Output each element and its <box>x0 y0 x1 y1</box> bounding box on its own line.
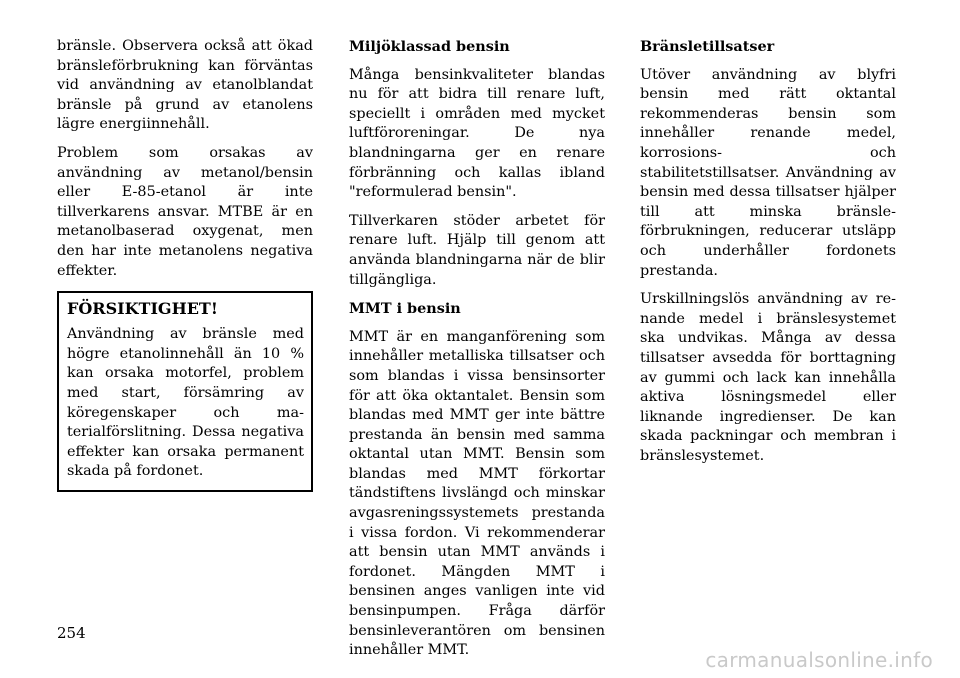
section-heading: MMT i bensin <box>349 300 461 318</box>
paragraph: Många bensinkvaliteter blandas nu för att bidra till renare luft, speciellt i områden med mycket luftföroreningar. De nya blandningarna ger en renare förbränning och kallas ibland "reformulerad bensin". <box>349 66 605 201</box>
caution-title: FÖRSIKTIGHET! <box>67 299 218 319</box>
paragraph: Urskillningslös användning av renande medel i bränslesystemet ska undvikas. Många av dessa tillsatser avsedda för borttagning av gummi och lack kan innehålla aktiva lösningsmedel eller liknande ingredienser. De kan skada packningar och membran i bränslesystemet. <box>640 291 896 464</box>
paragraph: Problem som orsakas av användning av metanol/bensin eller E-85-etanol är inte tillverkarens ansvar. MTBE är en metanolbaserad oxygenat, men den har inte metanolens negativa effekter. <box>57 144 313 279</box>
column-middle <box>349 37 605 670</box>
watermark: carmanualsonline.info <box>705 648 933 672</box>
section-heading: Miljöklassad bensin <box>349 38 510 55</box>
column-left <box>57 37 313 492</box>
paragraph: bränsle. Observera också att ökad bränsleförbrukning kan förväntas vid användning av etanolblandat bränsle på grund av etanolens lägre energiinnehåll. <box>57 38 313 133</box>
paragraph: Tillverkaren stöder arbetet för renare luft. Hjälp till genom att använda blandningarna när de blir tillgängliga. <box>349 212 605 288</box>
paragraph: MMT är en manganförening som innehåller metalliska tillsatser och som blandas i vissa bensinsorter för att öka oktantalet. Bensin som blandas med MMT ger inte bättre prestanda än bensin med samma oktantal utan MMT. Bensin som blandas med MMT förkortar tändstiftens livslängd och minskar avgasreningssystemets prestanda i vissa fordon. Vi rekommenderar att bensin utan MMT används i fordonet. Mängden MMT i bensinen anges vanligen inte vid bensinpumpen. Fråga därför bensinleverantören om bensinen innehåller MMT. <box>349 328 605 659</box>
page-number: 254 <box>57 624 86 642</box>
caution-box <box>57 291 313 492</box>
caution-text: Användning av bränsle med högre etanolinnehåll än 10 % kan orsaka motorfel, problem med start, försämring av köregenskaper och materialförslitning. Dessa negativa effekter kan orsaka permanent skada på fordonet. <box>67 326 304 480</box>
column-right <box>640 37 896 475</box>
section-heading: Bränsletillsatser <box>640 38 775 55</box>
paragraph: Utöver användning av blyfri bensin med rätt oktantal rekommenderas bensin som innehåller renande medel, korrosions- och stabilitetstillsatser. Användning av bensin med dessa tillsatser hjälper till att minska bränsleförbrukningen, reducerar utsläpp och underhåller fordonets prestanda. <box>640 66 896 279</box>
